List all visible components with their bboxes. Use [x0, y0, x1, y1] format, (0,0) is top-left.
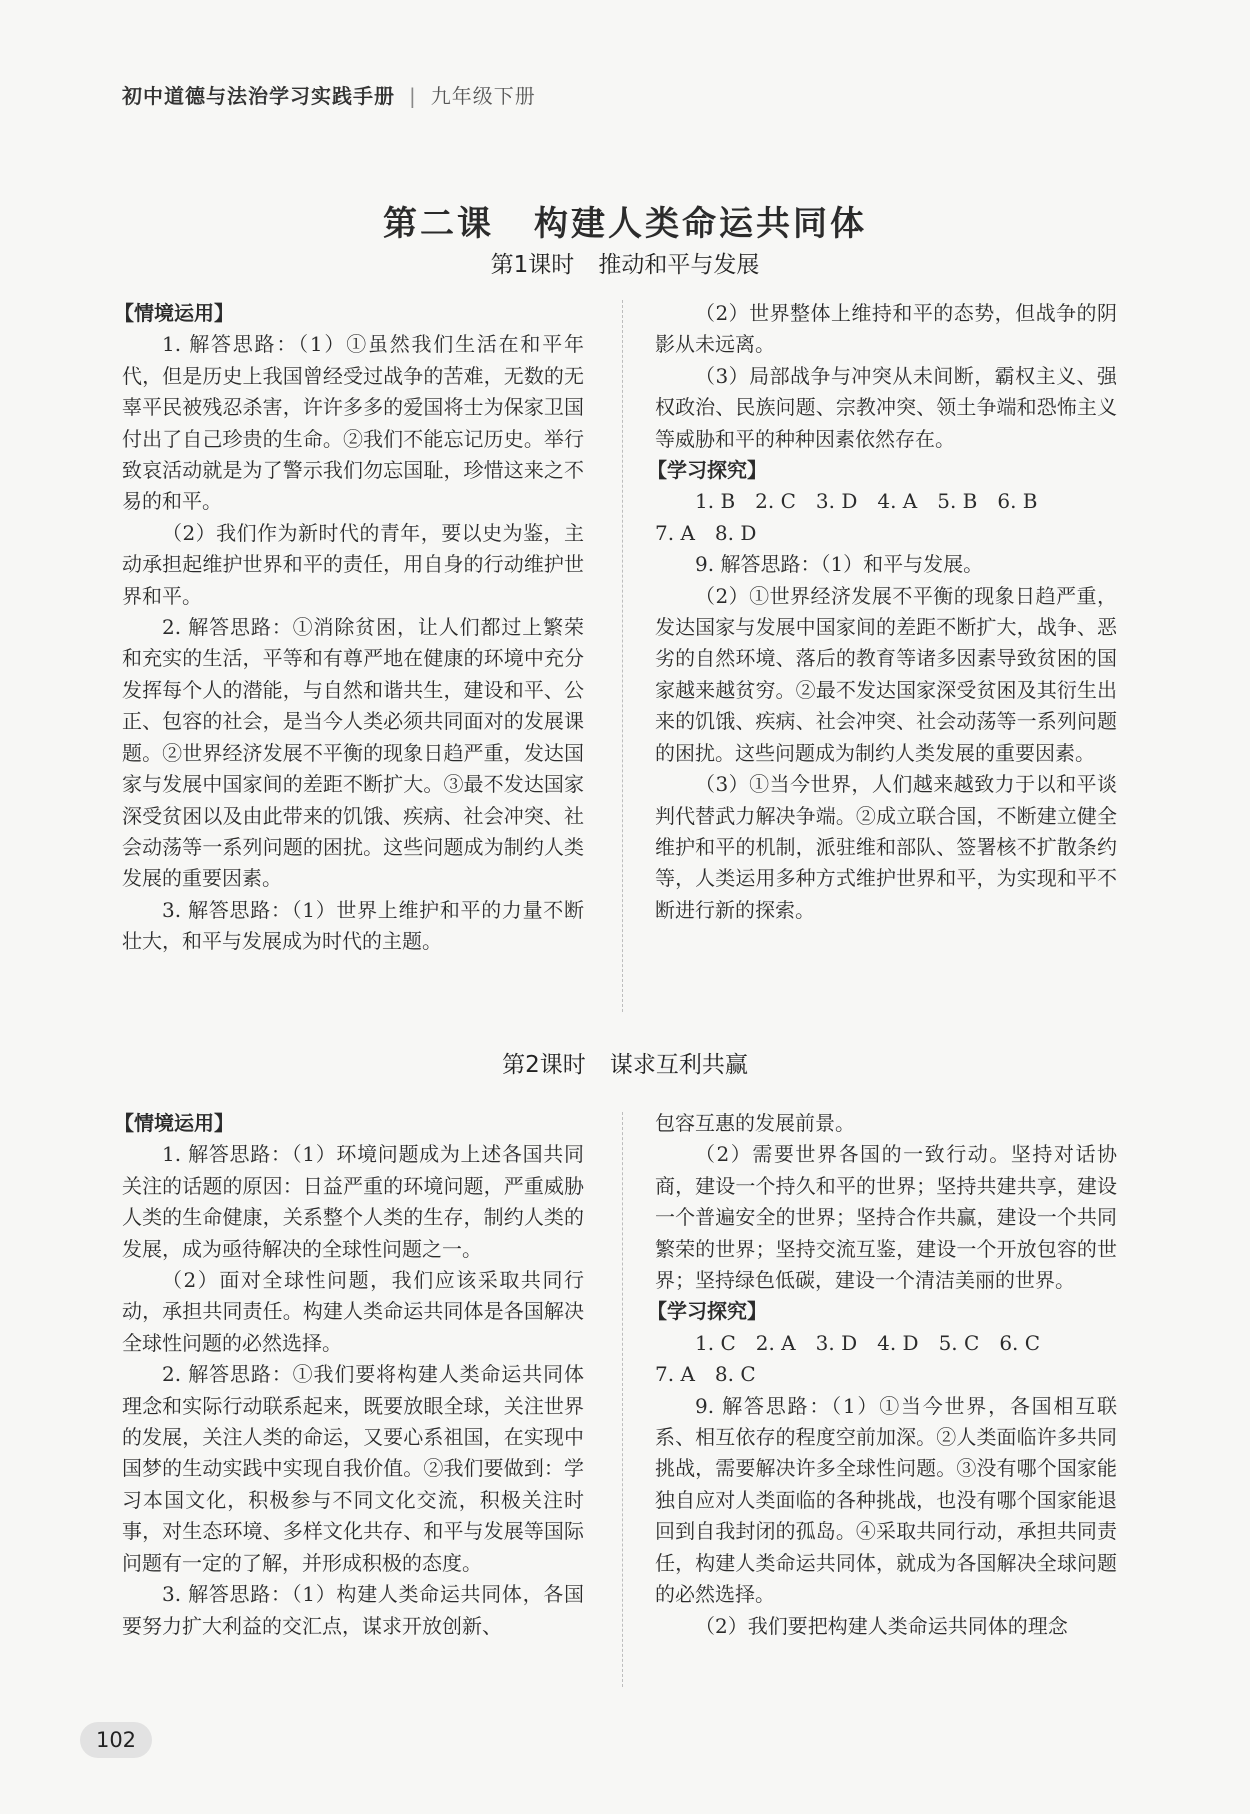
answer-paragraph: （2）我们要把构建人类命运共同体的理念	[695, 1613, 1068, 1638]
lesson1-right-column	[647, 298, 1117, 926]
lesson2-right-column	[647, 1108, 1117, 1642]
grade-label: 九年级下册	[430, 84, 536, 108]
page-number: 102	[80, 1722, 152, 1758]
lesson2-left-column	[114, 1108, 584, 1642]
column-divider	[622, 300, 623, 1012]
running-header	[122, 80, 536, 109]
lesson2-name: 谋求互利共赢	[609, 1052, 748, 1078]
lesson2-number: 第2课时	[502, 1052, 586, 1078]
answer-paragraph: 1. B 2. C 3. D 4. A 5. B 6. B	[695, 489, 1038, 514]
section-heading: 【学习探究】	[647, 1299, 767, 1324]
answer-paragraph: （2）需要世界各国的一致行动。坚持对话协商，建设一个持久和平的世界；坚持共建共享，建设一个普遍安全的世界；坚持合作共赢，建设一个共同繁荣的世界；坚持交流互鉴，建设一个开放包容的世界；坚持绿色低碳，建设一个清洁美丽的世界。	[655, 1142, 1117, 1293]
book-title: 初中道德与法治学习实践手册	[122, 84, 395, 108]
answer-paragraph: 2. 解答思路：①消除贫困，让人们都过上繁荣和充实的生活，平等和有尊严地在健康的环境中充分发挥每个人的潜能，与自然和谐共生，建设和平、公正、包容的社会，是当今人类必须共同面对的发展课题。②世界经济发展不平衡的现象日趋严重，发达国家与发展中国家间的差距不断扩大。③最不发达国家深受贫困以及由此带来的饥饿、疾病、社会冲突、社会动荡等一系列问题的困扰。这些问题成为制约人类发展的重要因素。	[122, 615, 584, 891]
answer-paragraph: 3. 解答思路：（1）构建人类命运共同体，各国要努力扩大利益的交汇点，谋求开放创新、	[122, 1582, 584, 1638]
answer-paragraph: （2）我们作为新时代的青年，要以史为鉴，主动承担起维护世界和平的责任，用自身的行动维护世界和平。	[122, 520, 584, 608]
answer-paragraph: （3）①当今世界，人们越来越致力于以和平谈判代替武力解决争端。②成立联合国，不断建立健全维护和平的机制，派驻维和部队、签署核不扩散条约等，人类运用多种方式维护世界和平，为实现和平不断进行新的探索。	[655, 772, 1117, 922]
column-divider	[622, 1112, 623, 1687]
answer-text: 7. A 8. C	[655, 1362, 756, 1387]
answer-paragraph: 1. 解答思路：（1）①虽然我们生活在和平年代，但是历史上我国曾经受过战争的苦难，无数的无辜平民被残忍杀害，许许多多的爱国将士为保家卫国付出了自己珍贵的生命。②我们不能忘记历史。举行致哀活动就是为了警示我们勿忘国耻，珍惜这来之不易的和平。	[122, 332, 584, 514]
answer-text: 包容互惠的发展前景。	[655, 1111, 855, 1135]
section-heading: 【学习探究】	[647, 458, 767, 483]
lesson1-name: 推动和平与发展	[598, 252, 760, 278]
answer-paragraph: （2）世界整体上维持和平的态势，但战争的阴影从未远离。	[655, 301, 1117, 357]
header-separator: |	[409, 84, 417, 108]
chapter-title	[0, 196, 1250, 245]
answer-paragraph: （2）面对全球性问题，我们应该采取共同行动，承担共同责任。构建人类命运共同体是各国解决全球性问题的必然选择。	[122, 1268, 584, 1355]
answer-paragraph: 2. 解答思路：①我们要将构建人类命运共同体理念和实际行动联系起来，既要放眼全球，关注世界的发展，关注人类的命运，又要心系祖国，在实现中国梦的生动实践中实现自我价值。②我们要做到：学习本国文化，积极参与不同文化交流，积极关注时事，对生态环境、多样文化共存、和平与发展等国际问题有一定的了解，并形成积极的态度。	[122, 1362, 584, 1575]
answer-paragraph: 9. 解答思路：（1）①当今世界，各国相互联系、相互依存的程度空前加深。②人类面临许多共同挑战，需要解决许多全球性问题。③没有哪个国家能独自应对人类面临的各种挑战，也没有哪个国家能退回到自我封闭的孤岛。④采取共同行动，承担共同责任，构建人类命运共同体，就成为各国解决全球问题的必然选择。	[655, 1393, 1117, 1607]
chapter-number: 第二课	[383, 204, 494, 244]
chapter-name: 构建人类命运共同体	[534, 204, 867, 244]
answer-text: 7. A 8. D	[655, 520, 757, 545]
answer-paragraph: （3）局部战争与冲突从未间断，霸权主义、强权政治、民族问题、宗教冲突、领土争端和恐怖主义等威胁和平的种种因素依然存在。	[655, 363, 1117, 451]
lesson1-left-column	[114, 298, 584, 958]
answer-paragraph: （2）①世界经济发展不平衡的现象日趋严重，发达国家与发展中国家间的差距不断扩大，战争、恶劣的自然环境、落后的教育等诸多因素导致贫困的国家越来越贫穷。②最不发达国家深受贫困及其衍生出来的饥饿、疾病、社会冲突、社会动荡等一系列问题的困扰。这些问题成为制约人类发展的重要因素。	[655, 583, 1117, 765]
lesson1-number: 第1课时	[490, 252, 575, 278]
answer-paragraph: 1. 解答思路：（1）环境问题成为上述各国共同关注的话题的原因：日益严重的环境问题，严重威胁人类的生命健康，关系整个人类的生存，制约人类的发展，成为亟待解决的全球性问题之一。	[122, 1142, 584, 1261]
answer-paragraph: 9. 解答思路：（1）和平与发展。	[695, 552, 984, 577]
lesson1-title	[0, 246, 1250, 279]
answer-paragraph: 3. 解答思路：（1）世界上维护和平的力量不断壮大，和平与发展成为时代的主题。	[122, 897, 584, 954]
section-heading: 【情境运用】	[114, 1111, 234, 1135]
section-heading: 【情境运用】	[114, 301, 234, 325]
lesson2-title	[0, 1046, 1250, 1079]
answer-paragraph: 1. C 2. A 3. D 4. D 5. C 6. C	[695, 1330, 1041, 1355]
